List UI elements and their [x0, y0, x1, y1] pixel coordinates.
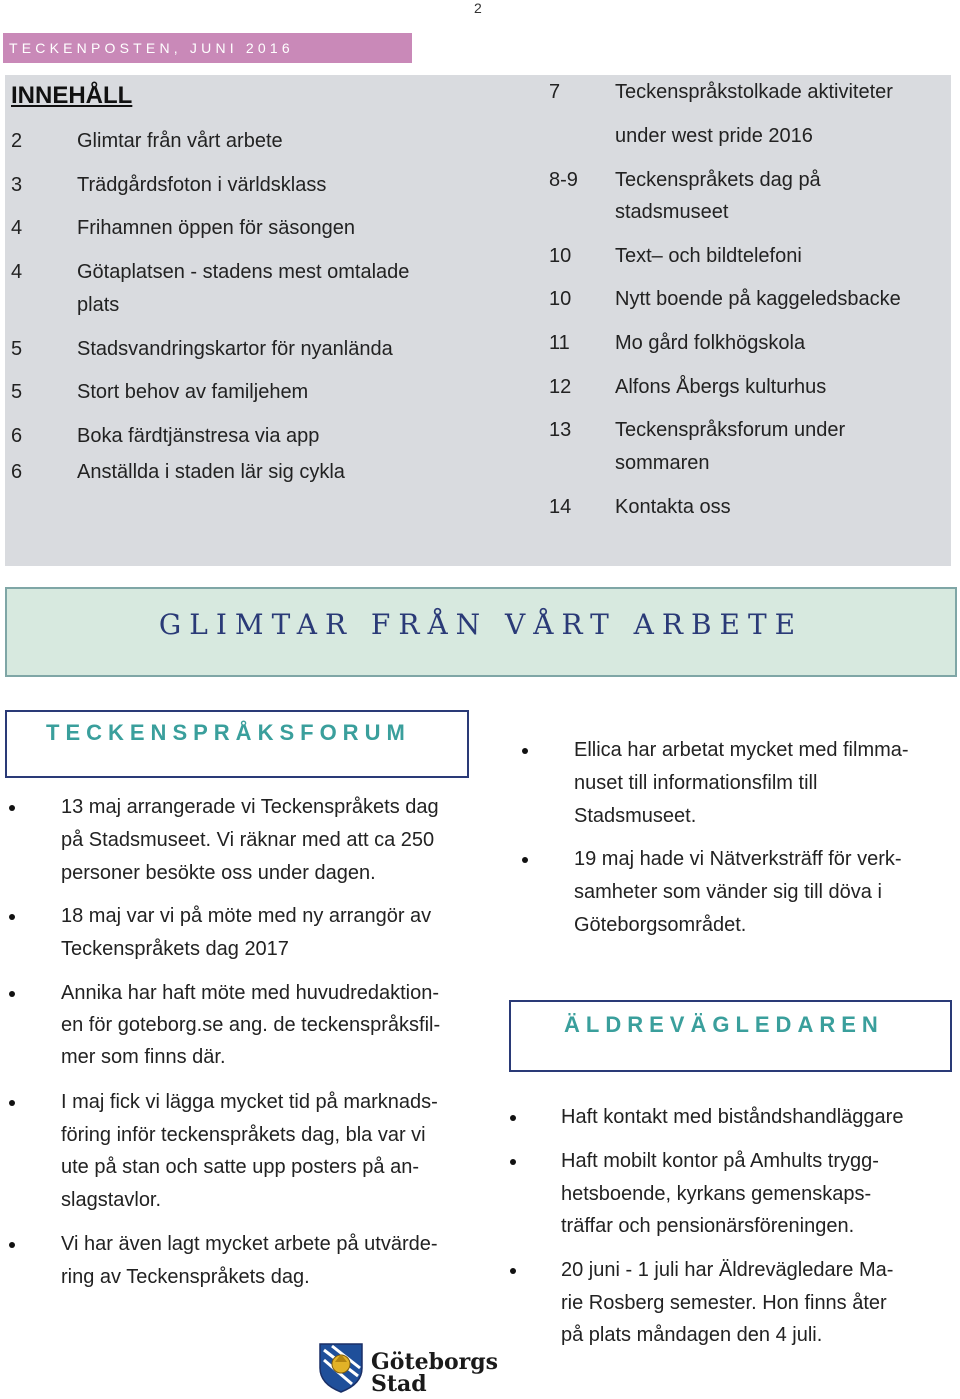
toc-item-number: 4: [11, 217, 23, 239]
list-item-line: slagstavlor.: [61, 1189, 162, 1211]
toc-item-title: plats: [77, 294, 120, 316]
toc-item-number: 12: [549, 376, 572, 398]
toc-item-title: Kontakta oss: [615, 496, 731, 518]
toc-item[interactable]: [549, 327, 949, 359]
toc-item-number: 4: [11, 261, 23, 283]
city-crest-icon: [318, 1340, 499, 1397]
list-item-line: hetsboende, kyrkans gemenskaps-: [561, 1183, 872, 1205]
logo-line-2: Stad: [371, 1371, 427, 1397]
list-item-line: Teckenspråkets dag 2017: [61, 938, 289, 960]
list-item: [510, 1254, 958, 1353]
toc-item-number: 3: [11, 174, 23, 196]
toc-item-number: 6: [11, 461, 23, 483]
list-item-line: Vi har även lagt mycket arbete på utvärde-: [61, 1233, 438, 1255]
toc-item-number: 5: [11, 338, 23, 360]
toc-item-title: Götaplatsen - stadens mest omtalade: [77, 261, 410, 283]
toc-title: INNEHÅLL: [11, 82, 133, 109]
bullet-icon: [510, 1268, 516, 1274]
toc-item-title: Teckenspråkstolkade aktiviteter: [615, 81, 893, 103]
list-item-line: på Stadsmuseet. Vi räknar med att ca 250: [61, 829, 435, 851]
toc-item-title: Glimtar från vårt arbete: [77, 130, 283, 152]
list-item: [9, 1228, 489, 1294]
toc-item[interactable]: [11, 333, 531, 365]
toc-item[interactable]: [11, 456, 531, 488]
list-item-line: Ellica har arbetat mycket med filmma-: [574, 739, 909, 761]
list-item: [510, 1145, 958, 1244]
list-item-line: en för goteborg.se ang. de teckenspråksfil-: [61, 1014, 441, 1036]
toc-item[interactable]: [11, 212, 531, 244]
toc-item-title: under west pride 2016: [615, 125, 813, 147]
list-item-line: I maj fick vi lägga mycket tid på marknads-: [61, 1091, 438, 1113]
toc-item-title: stadsmuseet: [615, 201, 729, 223]
toc-item-title: Teckenspråkets dag på: [615, 169, 821, 191]
toc-item[interactable]: [549, 491, 949, 523]
list-item: [9, 900, 489, 966]
list-item: [522, 734, 958, 833]
list-item: [522, 843, 958, 942]
list-item: [510, 1101, 958, 1134]
bullet-icon: [510, 1115, 516, 1121]
newsletter-banner: TECKENPOSTEN, JUNI 2016: [3, 33, 412, 63]
list-item-line: Annika har haft möte med huvudredaktion-: [61, 982, 439, 1004]
toc-item[interactable]: [11, 125, 531, 157]
list-item: [9, 1086, 489, 1218]
list-item-line: 20 juni - 1 juli har Äldrevägledare Ma-: [561, 1259, 894, 1281]
toc-item-title: Stort behov av familjehem: [77, 381, 309, 403]
toc-item[interactable]: [549, 283, 949, 315]
toc-item[interactable]: [11, 256, 531, 322]
toc-item-number: 11: [549, 332, 570, 354]
list-item-line: mer som finns där.: [61, 1046, 226, 1068]
forum-heading: TECKENSPRÅKSFORUM: [46, 720, 411, 745]
aldre-heading: ÄLDREVÄGLEDAREN: [564, 1012, 884, 1037]
toc-item-title: sommaren: [615, 452, 710, 474]
toc-item-number: 13: [549, 419, 572, 441]
list-item-line: nuset till informationsfilm till: [574, 772, 818, 794]
bullet-icon: [9, 1100, 15, 1106]
list-item: [9, 791, 489, 890]
toc-item[interactable]: [11, 376, 531, 408]
toc-item[interactable]: [11, 169, 531, 201]
toc-item[interactable]: [549, 164, 949, 230]
list-item-line: föring inför teckenspråkets dag, bla var vi: [61, 1124, 426, 1146]
toc-item-title: Stadsvandringskartor för nyanlända: [77, 338, 393, 360]
toc-item-number: 10: [549, 245, 572, 267]
bullet-icon: [9, 991, 15, 997]
list-item-line: 13 maj arrangerade vi Teckenspråkets dag: [61, 796, 439, 818]
toc-item-title: Frihamnen öppen för säsongen: [77, 217, 355, 239]
toc-item-title: Mo gård folkhögskola: [615, 332, 806, 354]
toc-item-number: 14: [549, 496, 572, 518]
toc-item-number: 5: [11, 381, 23, 403]
toc-item-number: 2: [11, 130, 23, 152]
toc-item[interactable]: [549, 76, 949, 152]
list-item-line: Göteborgsområdet.: [574, 914, 747, 936]
bullet-icon: [522, 748, 528, 754]
page-number: 2: [474, 0, 482, 16]
list-item-line: Stadsmuseet.: [574, 805, 697, 827]
list-item-line: Haft mobilt kontor på Amhults trygg-: [561, 1150, 879, 1172]
toc-item-number: 7: [549, 81, 561, 103]
toc-item-number: 10: [549, 288, 572, 310]
toc-item-title: Teckenspråksforum under: [615, 419, 846, 441]
toc-item[interactable]: [549, 240, 949, 272]
list-item-line: Haft kontakt med biståndshandläggare: [561, 1106, 904, 1128]
list-item-line: ute på stan och satte upp posters på an-: [61, 1156, 420, 1178]
bullet-icon: [510, 1159, 516, 1165]
toc-item-title: Anställda i staden lär sig cykla: [77, 461, 345, 483]
toc-item-number: 6: [11, 425, 23, 447]
list-item-line: på plats måndagen den 4 juli.: [561, 1324, 823, 1346]
list-item-line: 19 maj hade vi Nätverksträff för verk-: [574, 848, 902, 870]
section-title: GLIMTAR FRÅN VÅRT ARBETE: [158, 608, 804, 641]
toc-item-title: Boka färdtjänstresa via app: [77, 425, 320, 447]
list-item: [9, 977, 489, 1076]
bullet-icon: [9, 1242, 15, 1248]
list-item-line: ring av Teckenspråkets dag.: [61, 1266, 310, 1288]
toc-item[interactable]: [11, 420, 531, 452]
goteborgs-stad-logo: [318, 1340, 499, 1397]
list-item-line: 18 maj var vi på möte med ny arrangör av: [61, 905, 432, 927]
toc-item-title: Nytt boende på kaggeledsbacke: [615, 288, 901, 310]
toc-item-number: 8-9: [549, 169, 578, 191]
toc-item-title: Text– och bildtelefoni: [615, 245, 802, 267]
list-item-line: samheter som vänder sig till döva i: [574, 881, 882, 903]
bullet-icon: [9, 805, 15, 811]
logo-line-1: Göteborgs: [371, 1349, 499, 1375]
toc-item-title: Alfons Åbergs kulturhus: [615, 376, 827, 398]
toc-item[interactable]: [549, 414, 949, 480]
list-item-line: träffar och pensionärsföreningen.: [561, 1215, 855, 1237]
toc-item-title: Trädgårdsfoton i världsklass: [77, 174, 327, 196]
list-item-line: rie Rosberg semester. Hon finns åter: [561, 1292, 887, 1314]
list-item-line: personer besökte oss under dagen.: [61, 862, 376, 884]
bullet-icon: [9, 914, 15, 920]
bullet-icon: [522, 857, 528, 863]
toc-item[interactable]: [549, 371, 949, 403]
